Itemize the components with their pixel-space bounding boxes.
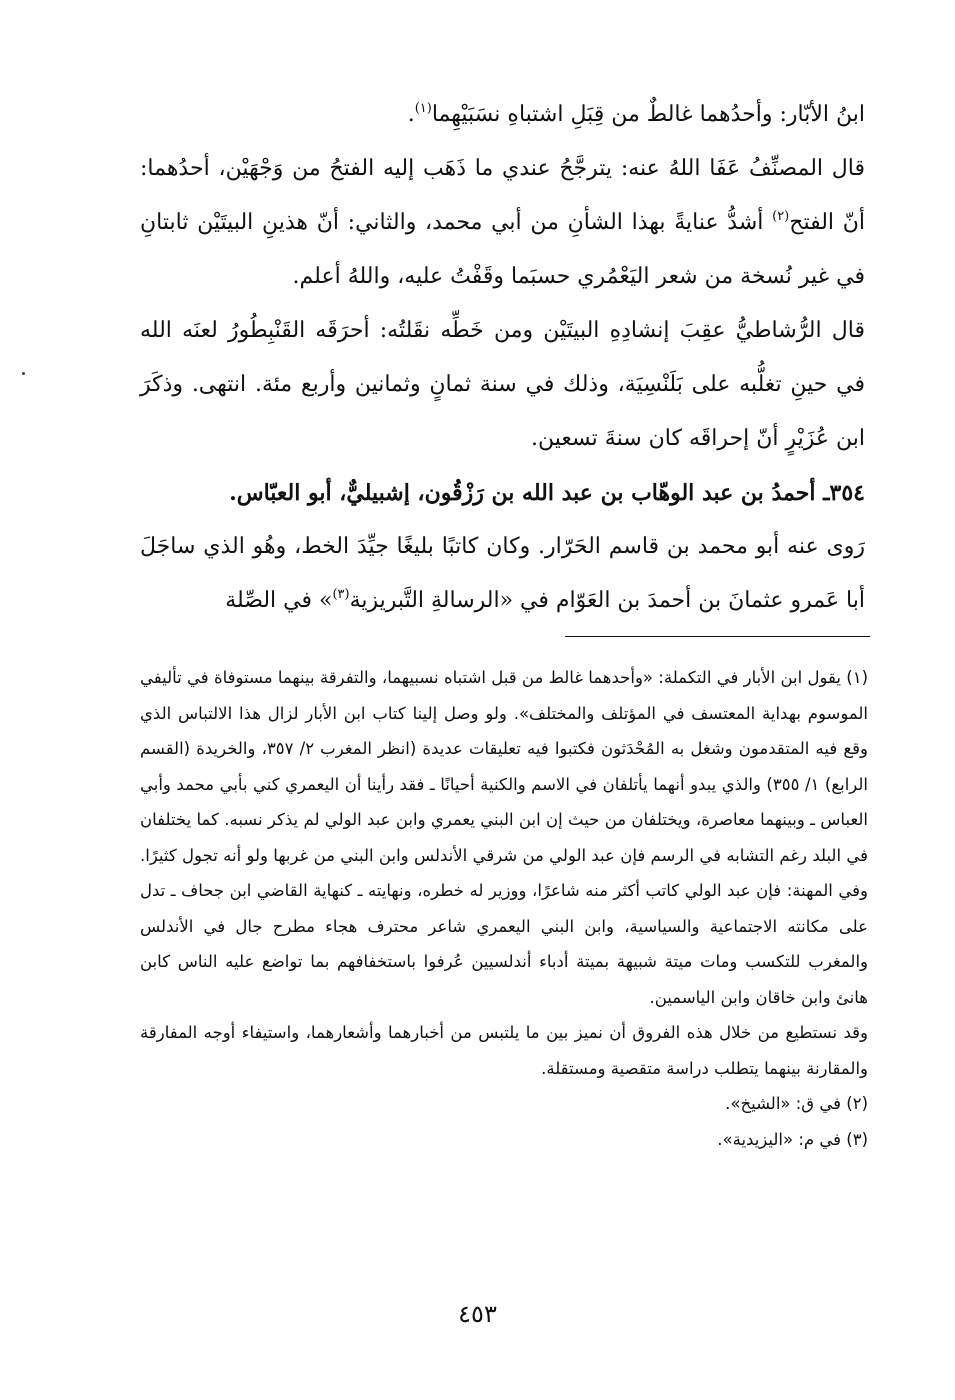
paragraph-4 (140, 520, 865, 628)
footnote-1-continued: وقد نستطيع من خلال هذه الفروق أن نميز بين ما يلتبس من أخبارهما وأشعارهما، واستيفاء أوجه المفارقة والمقارنة بينهما يتطلب دراسة متقصية ومستقلة. (140, 1023, 868, 1078)
scan-speck (22, 372, 25, 375)
entry-heading (140, 466, 865, 520)
paragraph-4-text-b: » في الصِّلة (225, 588, 333, 613)
footnote-ref-3[interactable]: (٣) (332, 587, 350, 602)
paragraph-1-tail: . (407, 102, 415, 127)
footnote-ref-2[interactable]: (٢) (772, 209, 790, 224)
footnote-separator (565, 636, 870, 637)
paragraph-1 (140, 88, 865, 142)
paragraph-3 (140, 304, 865, 466)
entry-title: ـ أحمدُ بن عبد الوهّاب بن عبد الله بن رَزْقُون، إشبيليٌّ، أبو العبّاس. (229, 480, 830, 506)
page-number: ٤٥٣ (458, 1300, 497, 1328)
footnote-3: (٣) في م: «اليزيدية». (717, 1129, 868, 1149)
entry-number: ٣٥٤ (829, 480, 865, 506)
paragraph-3-text: قال الرُّشاطيُّ عقِبَ إنشادِهِ البيتَيْن ومن خَطِّه نقَلتُه: أحرَقَه القَنْبِطُورُ لعنَه الله في حينِ تغلُّبه على بَلَنْسِيَة، وذلك في سنة ثمانٍ وثمانين وأربع مئة. انتهى. وذكَرَ ابن عُزَيْرٍ أنّ إحراقَه كان سنةَ تسعين. (140, 318, 865, 451)
paragraph-4-text-a: رَوى عنه أبو محمد بن قاسم الحَرّار. وكان كاتبًا بليغًا جيِّدَ الخط، وهُو الذي ساجَلَ أبا عَمرو عثمانَ بن أحمدَ بن العَوّام في «الرسالةِ التَّبريزية (140, 534, 865, 613)
footnote-1: (١) يقول ابن الأبار في التكملة: «وأحدهما غالط من قبل اشتباه نسبيهما، والتفرقة بينهما مستوفاة في تأليفي الموسوم بهداية المعتسف في المؤتلف والمختلف». ولو وصل إلينا كتاب ابن الأبار لزال هذا الالتباس الذي وقع فيه المتقدمون وشغل به المُحْدَثون فكتبوا فيه تعليقات عديدة (انظر المغرب ٢/ ٣٥٧، والخريدة (القسم الرابع) ١/ ٣٥٥) والذي يبدو أنهما يأتلفان في الاسم والكنية أحيانًا ـ فقد رأينا أن اليعمري كني بأبي محمد وأبي العباس ـ وبينهما معاصرة، ويختلفان من حيث إن ابن البني يعمري وابن عبد الولي لم يذكر نسبه. كما يختلفان في البلد رغم التشابه في الرسم فإن عبد الولي من شرقي الأندلس وابن البني من غربها ولو أنه تجول كثيرًا. وفي المهنة: فإن عبد الولي كاتب أكثر منه شاعرًا، ووزير له خطره، ونهايته ـ كنهاية القاضي ابن جحاف ـ تدل على مكانته الاجتماعية والسياسية، وابن البني اليعمري شاعر محترف هجاء مطرح جال في الأندلس والمغرب للتكسب ومات ميتة شبيهة بميتة أدباء أندلسيين عُرفوا باستخفافهم بما تواضع عليه الناس كابن هانئ وابن خاقان وابن الياسمين. (140, 668, 868, 1007)
paragraph-2 (140, 142, 865, 304)
footnotes (140, 660, 868, 1157)
paragraph-1-text: ابنُ الأبّار: وأحدُهما غالطٌ من قِبَلِ اشتباهِ نسَبَيْهِما (431, 102, 865, 127)
footnote-2: (٢) في ق: «الشيخ». (725, 1094, 868, 1113)
paragraph-2-text-a: قال المصنِّفُ عَفَا اللهُ عنه: يترجَّحُ عندي ما ذَهَب إليه الفتحُ من وَجْهَيْن، أحدُهما: أنّ الفتح (140, 156, 866, 235)
paragraph-2-text-b: أشدُّ عنايةً بهذا الشأنِ من أبي محمد، والثاني: أنّ هذينِ البيتَيْن ثابتانِ في غير نُسخة من شعر اليَعْمُري حسبَما وقَفْتُ عليه، واللهُ أعلم. (140, 210, 865, 289)
footnote-ref-1[interactable]: (١) (414, 101, 432, 116)
main-text (140, 88, 865, 628)
